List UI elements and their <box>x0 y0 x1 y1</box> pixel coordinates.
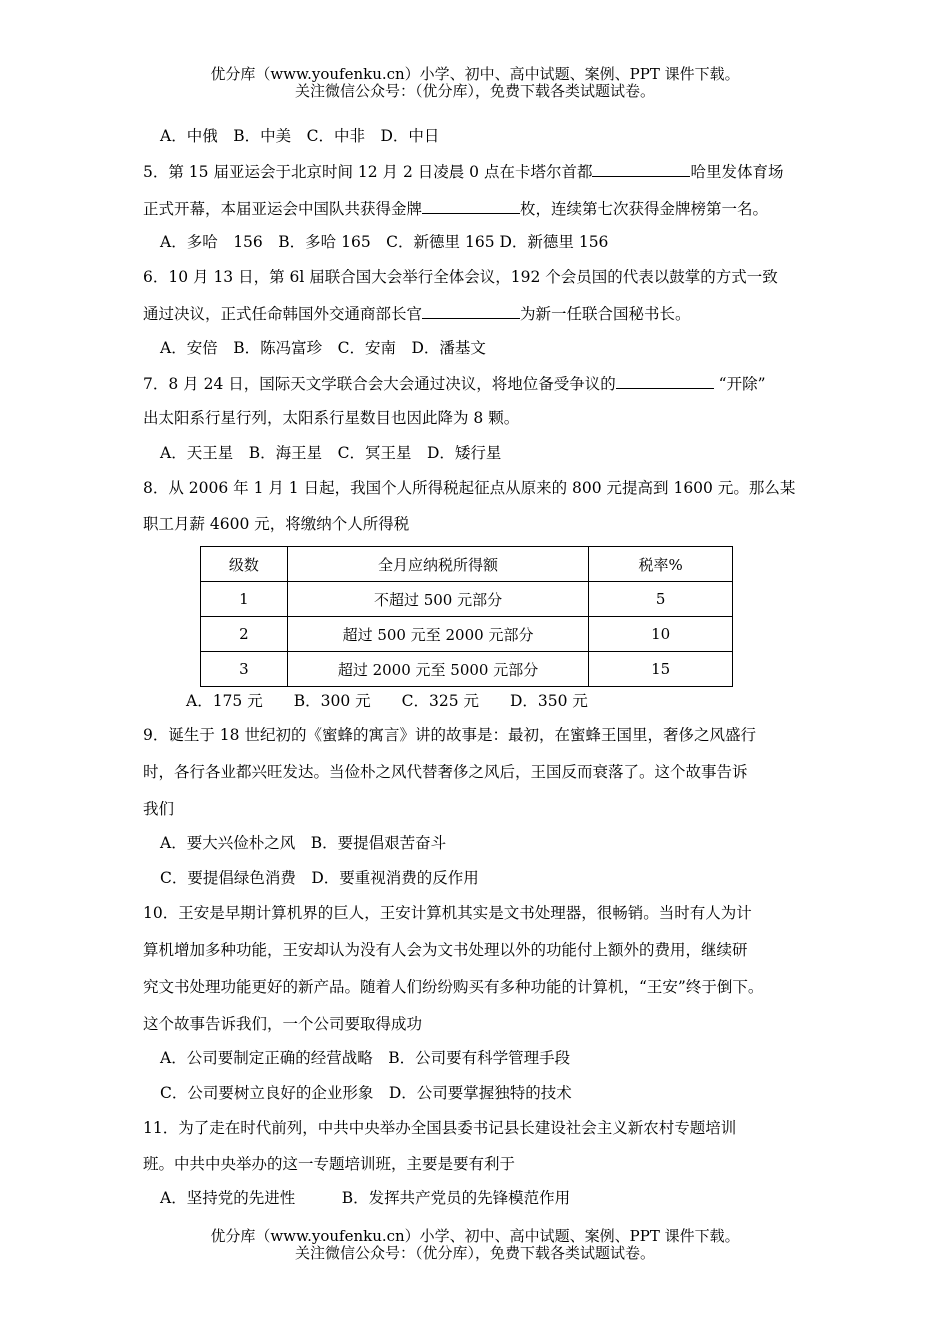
q5-line-2 <box>143 198 768 219</box>
q5-text-a: 5．第 15 届亚运会于北京时间 12 月 2 日凌晨 0 点在卡塔尔首都 <box>143 163 593 181</box>
page-footer <box>0 1228 950 1262</box>
q5-options: A．多哈 156 B．多哈 165 C．新德里 165 D．新德里 156 <box>160 233 609 251</box>
answer-blank <box>592 161 690 177</box>
q10-options-cd: C．公司要树立良好的企业形象 D．公司要掌握独特的技术 <box>160 1084 572 1102</box>
answer-blank <box>422 303 520 319</box>
q10-line-4: 这个故事告诉我们，一个公司要取得成功 <box>143 1015 423 1033</box>
q5-text-d: 枚，连续第七次获得金牌榜第一名。 <box>520 200 769 218</box>
q6-line-1: 6．10 月 13 日，第 6l 届联合国大会举行全体会议，192 个会员国的代表以鼓掌的方式一致 <box>143 268 778 286</box>
q6-text-a: 通过决议，正式任命韩国外交通商部长官 <box>143 305 423 323</box>
q6-text-b: 为新一任联合国秘书长。 <box>520 305 691 323</box>
q5-line-1 <box>143 161 783 182</box>
tax-rate-table <box>200 546 733 687</box>
header-line-2: 关注微信公众号：（优分库），免费下载各类试题试卷。 <box>294 82 655 100</box>
q7-line-1 <box>143 373 766 394</box>
table-cell: 超过 2000 元至 5000 元部分 <box>287 652 588 687</box>
q10-line-3: 究文书处理功能更好的新产品。随着人们纷纷购买有多种功能的计算机，“王安”终于倒下。 <box>143 978 764 996</box>
q11-line-2: 班。中共中央举办的这一专题培训班，主要是要有利于 <box>143 1155 516 1173</box>
header-cell-income: 全月应纳税所得额 <box>287 547 588 582</box>
q8-line-1: 8．从 2006 年 1 月 1 日起，我国个人所得税起征点从原来的 800 元提高到 1600 元。那么某 <box>143 479 796 497</box>
header-line-1: 优分库（www.youfenku.cn）小学、初中、高中试题、案例、PPT 课件下载。 <box>210 65 740 83</box>
q5-text-c: 正式开幕，本届亚运会中国队共获得金牌 <box>143 200 423 218</box>
table-cell: 10 <box>589 617 733 652</box>
header-cell-rate: 税率% <box>589 547 733 582</box>
q9-line-1: 9．诞生于 18 世纪初的《蜜蜂的寓言》讲的故事是：最初，在蜜蜂王国里，奢侈之风盛行 <box>143 726 756 744</box>
header-cell-level: 级数 <box>201 547 288 582</box>
q9-line-3: 我们 <box>143 800 175 818</box>
table-row <box>201 617 733 652</box>
table-cell: 不超过 500 元部分 <box>287 582 588 617</box>
q4-options: A．中俄 B．中美 C．中非 D．中日 <box>160 127 440 145</box>
q11-options-ab: A．坚持党的先进性 B．发挥共产党员的先锋模范作用 <box>160 1189 571 1207</box>
q7-line-2: 出太阳系行星行列，太阳系行星数目也因此降为 8 颗。 <box>143 409 520 427</box>
answer-blank <box>422 198 520 214</box>
q7-text-a: 7．8 月 24 日，国际天文学联合会大会通过决议，将地位备受争议的 <box>143 375 616 393</box>
answer-blank <box>616 373 714 389</box>
q7-options: A．天王星 B．海王星 C．冥王星 D．矮行星 <box>160 444 502 462</box>
q6-line-2 <box>143 303 691 324</box>
table-cell: 5 <box>589 582 733 617</box>
table-header-row <box>201 547 733 582</box>
footer-line-1: 优分库（www.youfenku.cn）小学、初中、高中试题、案例、PPT 课件下载。 <box>210 1227 740 1245</box>
q10-line-1: 10．王安是早期计算机界的巨人，王安计算机其实是文书处理器，很畅销。当时有人为计 <box>143 904 752 922</box>
q5-text-b: 哈里发体育场 <box>690 163 784 181</box>
table-cell: 3 <box>201 652 288 687</box>
footer-line-2: 关注微信公众号：（优分库），免费下载各类试题试卷。 <box>294 1244 655 1262</box>
page-header <box>0 66 950 100</box>
table-cell: 15 <box>589 652 733 687</box>
q6-options: A．安倍 B．陈冯富珍 C．安南 D．潘基文 <box>160 339 486 357</box>
q9-line-2: 时，各行各业都兴旺发达。当俭朴之风代替奢侈之风后，王国反而衰落了。这个故事告诉 <box>143 763 748 781</box>
table-cell: 超过 500 元至 2000 元部分 <box>287 617 588 652</box>
q10-line-2: 算机增加多种功能，王安却认为没有人会为文书处理以外的功能付上额外的费用，继续研 <box>143 941 748 959</box>
q8-options: A．175 元 B．300 元 C．325 元 D．350 元 <box>186 692 588 710</box>
table-cell: 2 <box>201 617 288 652</box>
table-row <box>201 582 733 617</box>
q9-options-cd: C．要提倡绿色消费 D．要重视消费的反作用 <box>160 869 479 887</box>
q9-options-ab: A．要大兴俭朴之风 B．要提倡艰苦奋斗 <box>160 834 447 852</box>
q11-line-1: 11．为了走在时代前列，中共中央举办全国县委书记县长建设社会主义新农村专题培训 <box>143 1119 737 1137</box>
table-row <box>201 652 733 687</box>
table-cell: 1 <box>201 582 288 617</box>
q8-line-2: 职工月薪 4600 元，将缴纳个人所得税 <box>143 515 410 533</box>
q10-options-ab: A．公司要制定正确的经营战略 B．公司要有科学管理手段 <box>160 1049 571 1067</box>
q7-text-b: “开除” <box>718 375 766 393</box>
